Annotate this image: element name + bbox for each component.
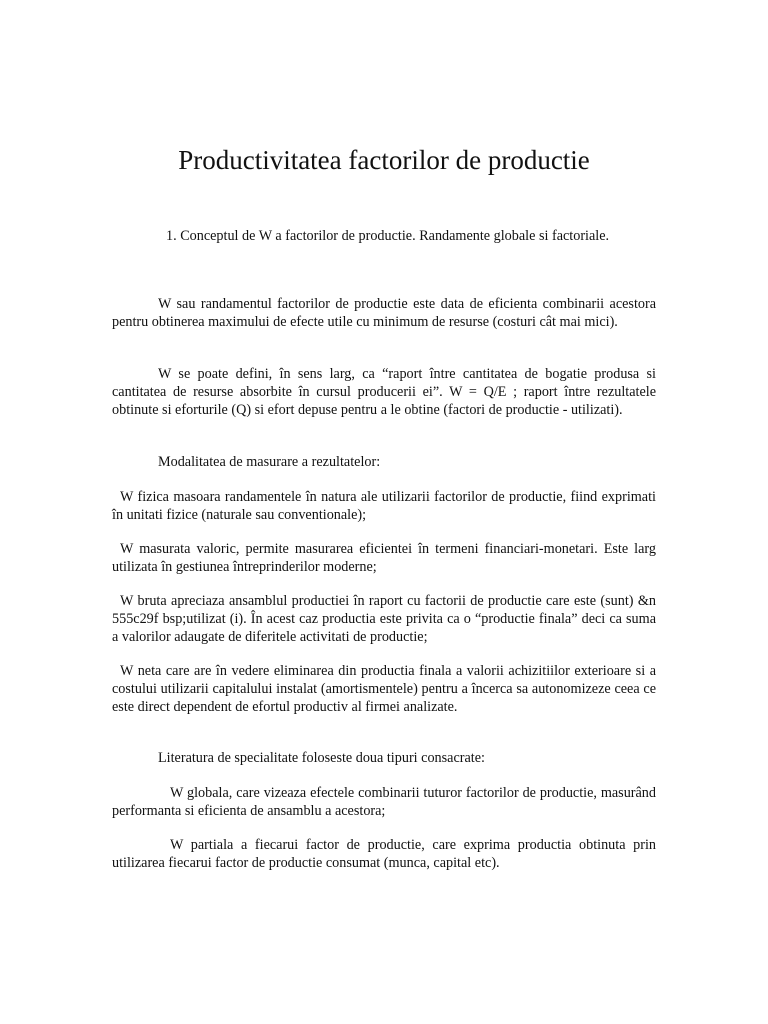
paragraph-broad-definition: W se poate defini, în sens larg, ca “raport între cantitatea de bogatie produsa si cantitatea de resurse absorbite în cursul producerii ei”. W = Q/E ; raport între rezultatele obtinute si eforturile (Q) si efort depuse pentru a le obtine (factori de productie - utilizati).: [112, 366, 656, 418]
paragraph-literature-types: Literatura de specialitate foloseste doua tipuri consacrate:: [158, 750, 485, 766]
section-heading: 1. Conceptul de W a factorilor de productie. Randamente globale si factoriale.: [166, 228, 610, 244]
paragraph-measurement-intro: Modalitatea de masurare a rezultatelor:: [158, 454, 381, 470]
document-title: Productivitatea factorilor de productie: [178, 145, 590, 175]
paragraph-definition: W sau randamentul factorilor de productie este data de eficienta combinarii acestora pentru obtinerea maximului de efecte utile cu minimum de resurse (costuri cât mai mici).: [112, 296, 656, 330]
paragraph-global-productivity: W globala, care vizeaza efectele combinarii tuturor factorilor de productie, masurând performanta si eficienta de ansamblu a acestora;: [112, 785, 656, 819]
paragraph-value-productivity: W masurata valoric, permite masurarea eficientei în termeni financiari-monetari. Este larg utilizata în gestiunea întreprinderilor moderne;: [112, 541, 656, 575]
paragraph-net-productivity: W neta care are în vedere eliminarea din productia finala a valorii achizitiilor exterioare si a costului utilizarii capitalului instalat (amortismentele) pentru a încerca sa autonomizeze ceea ce este direct dependent de efortul productiv al firmei analizate.: [112, 663, 656, 715]
paragraph-partial-productivity: W partiala a fiecarui factor de productie, care exprima productia obtinuta prin utilizarea fiecarui factor de productie consumat (munca, capital etc).: [112, 837, 656, 871]
paragraph-gross-productivity: W bruta apreciaza ansamblul productiei în raport cu factorii de productie care este (sunt) &n 555c29f bsp;utilizat (i). În acest caz productia este privita ca o “productie finala” deci ca suma a valorilor adaugate de diferitele activitati de productie;: [112, 593, 656, 645]
paragraph-physical-productivity: W fizica masoara randamentele în natura ale utilizarii factorilor de productie, fiind exprimati în unitati fizice (naturale sau conventionale);: [112, 489, 656, 523]
